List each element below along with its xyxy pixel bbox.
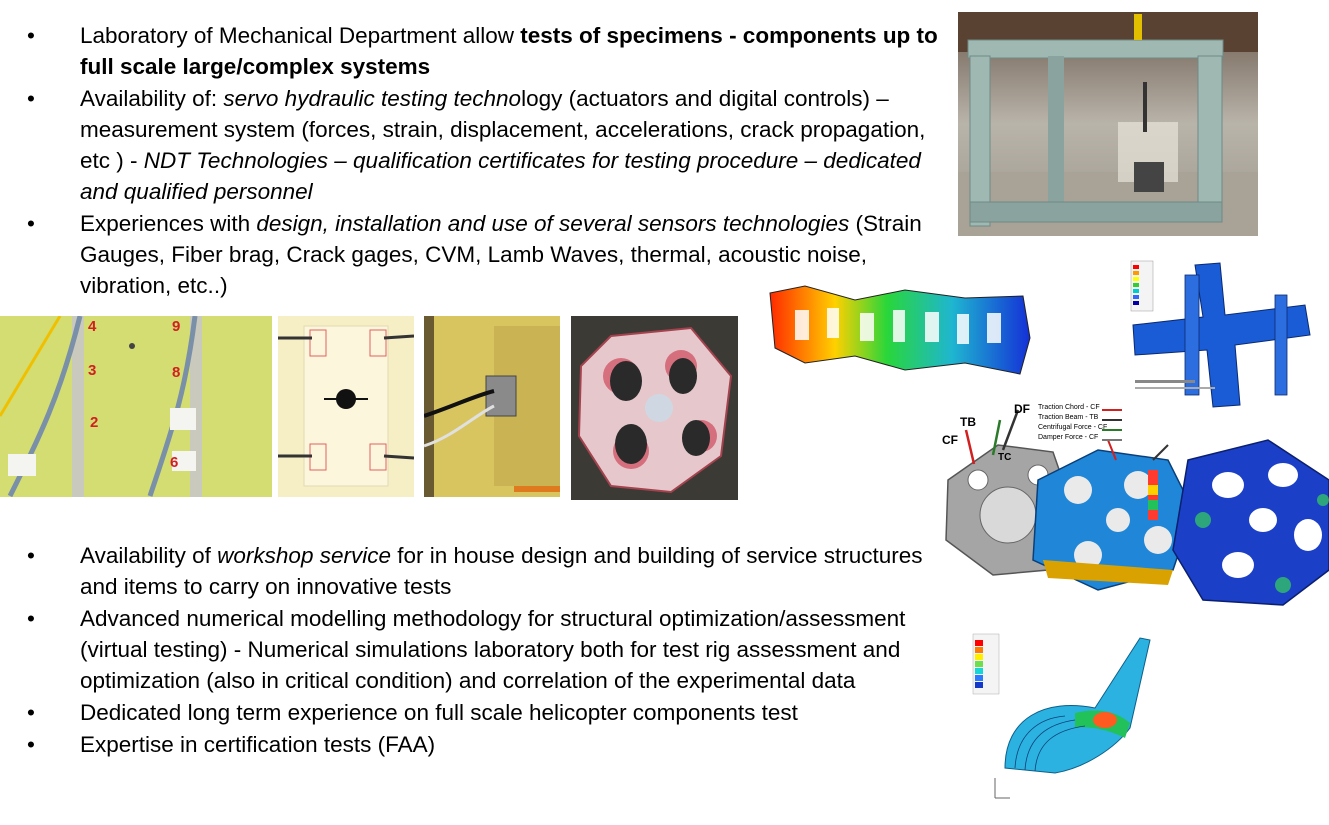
hub-legend-1: Traction Chord - CF — [1038, 404, 1100, 411]
rotor-hub-load-figure — [938, 400, 1329, 610]
hub-legend-4: Damper Force - CF — [1038, 434, 1099, 441]
sensor-label-9: 9 — [172, 318, 181, 335]
bullet-text-segment: workshop service — [217, 543, 391, 568]
bullet-text-segment: NDT Technologies – qualification certificates for testing procedure – dedicated and qualified personnel — [80, 148, 921, 204]
bullet-marker: • — [27, 732, 35, 757]
bullet-text-segment: Availability of — [80, 543, 218, 568]
top_bullets-item — [0, 20, 950, 82]
sensor-label-3: 3 — [88, 362, 97, 379]
bullet-text-segment: design, installation and use of several sensors technologies — [256, 211, 850, 236]
hub-label-cf: CF — [942, 433, 958, 447]
hub-label-tb: TB — [960, 415, 976, 429]
bullet-text-segment: Dedicated long term experience on full scale helicopter components test — [80, 700, 798, 725]
bullet-text-segment: Expertise in certification tests (FAA) — [80, 732, 436, 757]
sensor-label-6: 6 — [170, 454, 179, 471]
bullet-text-segment: servo hydraulic testing techno — [223, 86, 522, 111]
bullet-marker: • — [27, 211, 35, 236]
bullet-text-segment: tests of specimens - components up to full scale large/complex systems — [80, 23, 938, 79]
hub-label-df: DF — [1014, 402, 1030, 416]
helicopter-tail-fea — [965, 628, 1180, 800]
bullet-text-segment: for in house design and building of service structures and items to carry on innovative tests — [80, 543, 923, 599]
sensor-label-8: 8 — [172, 364, 181, 381]
bullet-marker: • — [27, 543, 35, 568]
specimen-hole-photo — [278, 316, 414, 497]
damaged-component-photo — [571, 316, 738, 500]
bottom_bullets-item — [0, 697, 950, 728]
test-rig-photo — [958, 12, 1258, 236]
bullet-text-segment: logy (actuators and digital controls) – measurement system (forces, strain, displacement, accelerations, crack propagation, etc ) - — [80, 86, 926, 173]
bottom-bullet-list — [0, 540, 950, 761]
bottom_bullets-item — [0, 540, 950, 602]
fea-frame-contour — [765, 268, 1035, 380]
bullet-text-segment: Laboratory of Mechanical Department allow — [80, 23, 521, 48]
fea-cross-frame-model — [1125, 255, 1325, 417]
bullet-marker: • — [27, 86, 35, 111]
bullet-text-segment: (Strain Gauges, Fiber brag, Crack gages, CVM, Lamb Waves, thermal, acoustic noise, vibration, etc..) — [80, 211, 922, 298]
sensor-label-4: 4 — [88, 318, 97, 335]
bullet-text-segment: Availability of: — [80, 86, 224, 111]
bullet-marker: • — [27, 606, 35, 631]
bullet-text-segment: Experiences with — [80, 211, 257, 236]
sensor-label-2: 2 — [90, 414, 99, 431]
bullet-marker: • — [27, 700, 35, 725]
sensor-install-photo — [424, 316, 560, 497]
top-bullet-list — [0, 20, 950, 302]
bottom_bullets-item — [0, 729, 950, 760]
bottom_bullets-item — [0, 603, 950, 696]
hub-label-tc: TC — [998, 452, 1012, 463]
bullet-marker: • — [27, 23, 35, 48]
bullet-text-segment: Advanced numerical modelling methodology for structural optimization/assessment (virtual testing) - Numerical simulations laboratory both for test rig assessment and optimization (also in critical condition) and correlation of the experimental data — [80, 606, 906, 693]
strain-gauge-photo — [0, 316, 272, 497]
hub-legend-3: Centrifugal Force - CF — [1038, 424, 1108, 431]
hub-legend-2: Traction Beam - TB — [1038, 414, 1099, 421]
top_bullets-item — [0, 83, 950, 207]
